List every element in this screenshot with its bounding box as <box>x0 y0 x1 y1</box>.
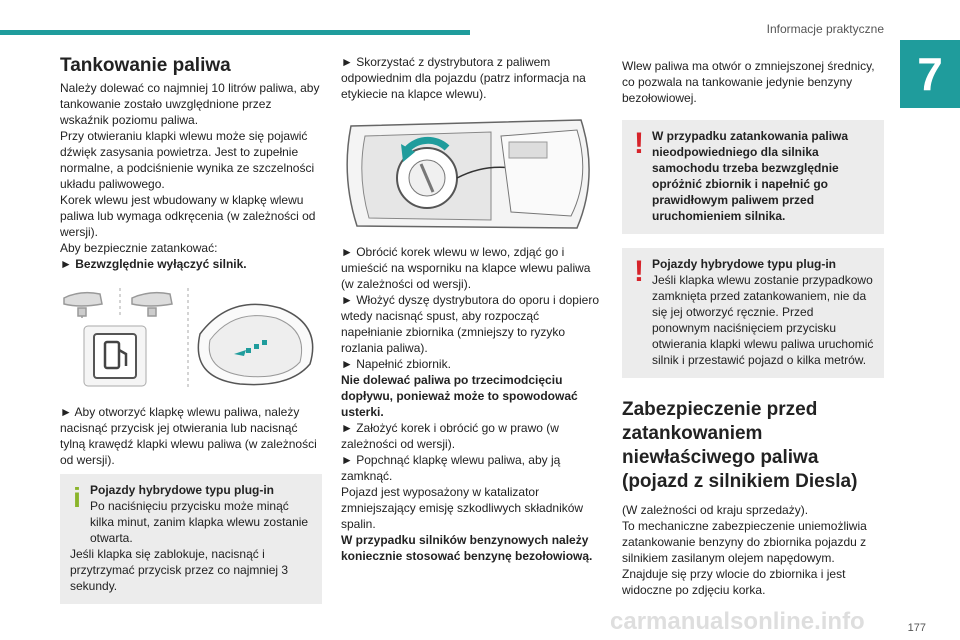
fuel-door-illustration <box>60 284 322 390</box>
column-1 <box>60 54 322 604</box>
warning-icon: ! <box>634 127 644 160</box>
paragraph: (W zależności od kraju sprzedaży). <box>622 503 809 517</box>
paragraph: Znajduje się przy wlocie do zbiornika i jest widoczne po zdjęciu korka. <box>622 567 846 597</box>
step: ► Włożyć dyszę dystrybutora do oporu i dopiero wtedy nacisnąć spust, aby rozpocząć napełnianie zbiornika (zmniejszy to ryzyko rozlania paliwa). <box>341 293 599 355</box>
section-heading-refueling: Tankowanie paliwa <box>60 55 231 76</box>
step: ► Obrócić korek wlewu w lewo, zdjąć go i umieścić na wsporniku na klapce wlewu paliwa (w zależności od wersji). <box>341 245 591 291</box>
note-text: Jeśli klapka się zablokuje, nacisnąć i przytrzymać przycisk przez co najmniej 3 sekundy. <box>70 547 289 593</box>
warning-icon: ! <box>634 255 644 288</box>
column-2 <box>341 54 603 564</box>
warning-text: Jeśli klapka wlewu zostanie przypadkowo zamknięta przed zatankowaniem, nie da się jej otworzyć ręcznie. Przed ponownym naciśnięciem przycisku otwierania klapki wlewu paliwa uruchomić silnik i przestawić pojazd o kilka metrów. <box>652 273 874 367</box>
warning-wrong-fuel <box>622 120 884 234</box>
column-3 <box>622 54 884 598</box>
chapter-tab: 7 <box>900 40 960 108</box>
warning-plug-in-hybrid <box>622 248 884 378</box>
steering-wheel-icon <box>132 293 172 316</box>
warning-text: Nie dolewać paliwa po trzecimodcięciu dopływu, ponieważ może to spowodować usterki. <box>341 373 578 419</box>
note-title: Pojazdy hybrydowe typu plug-in <box>90 483 275 497</box>
paragraph: Wlew paliwa ma otwór o zmniejszonej średnicy, co pozwala na tankowanie jedynie benzyny bezołowiowej. <box>622 59 875 105</box>
step: ► Popchnąć klapkę wlewu paliwa, aby ją zamknąć. <box>341 453 561 483</box>
note-plug-in-hybrid <box>60 474 322 604</box>
warning-title: Pojazdy hybrydowe typu plug-in <box>652 257 837 271</box>
paragraph: Aby bezpiecznie zatankować: <box>60 241 218 255</box>
step: ► Napełnić zbiornik. <box>341 357 451 371</box>
step: ► Założyć korek i obrócić go w prawo (w zależności od wersji). <box>341 421 559 451</box>
note-text: Po naciśnięciu przycisku może minąć kilka minut, zanim klapka wlewu zostanie otwarta. <box>90 499 309 545</box>
section-heading-misfuel-protection: Zabezpieczenie przed zatankowaniem niewłaściwego paliwa (pojazd z silnikiem Diesla) <box>622 399 858 492</box>
paragraph: Korek wlewu jest wbudowany w klapkę wlewu paliwa lub wymaga odkręcenia (w zależności od wersji). <box>60 193 316 239</box>
step-choose-pump: ► Skorzystać z dystrybutora z paliwem odpowiednim dla pojazdu (patrz informacja na etykiecie na klapce wlewu). <box>341 55 586 101</box>
warning-text-unleaded: W przypadku silników benzynowych należy koniecznie stosować benzynę bezołowiową. <box>341 533 593 563</box>
info-icon: i <box>73 482 81 513</box>
figure-fuel-door-button <box>60 284 322 390</box>
watermark: carmanualsonline.info <box>610 608 865 635</box>
paragraph: Należy dolewać co najmniej 10 litrów paliwa, aby tankowanie zostało uwzględnione przez wskaźnik poziomu paliwa. <box>60 81 320 127</box>
paragraph: Przy otwieraniu klapki wlewu może się pojawić dźwięk zasysania powietrza. Jest to zupełnie normalne, a podciśnienie wynika ze szczelności układu paliwowego. <box>60 129 315 191</box>
header-accent-bar <box>0 30 470 35</box>
figure-fuel-cap <box>341 116 603 232</box>
step-open-fuel-door: ► Aby otworzyć klapkę wlewu paliwa, należy nacisnąć przycisk jej otwierania lub nacisnąć tylną krawędź klapki wlewu paliwa (w zależności od wersji). <box>60 405 317 467</box>
header-section-title: Informacje praktyczne <box>766 22 884 36</box>
warning-text: W przypadku zatankowania paliwa nieodpowiedniego dla silnika samochodu trzeba bezwzględnie opróżnić zbiornik i napełnić go prawidłowym paliwem przed uruchomieniem silnika. <box>652 129 849 223</box>
steering-wheel-icon <box>64 293 102 318</box>
fuel-cap-illustration <box>341 116 603 232</box>
paragraph: Pojazd jest wyposażony w katalizator zmniejszający emisję szkodliwych składników spalin. <box>341 485 584 531</box>
step-switch-off-engine: ► Bezwzględnie wyłączyć silnik. <box>60 257 247 271</box>
page-number: 177 <box>907 622 926 634</box>
paragraph: To mechaniczne zabezpieczenie uniemożliwia zatankowanie benzyny do zbiornika pojazdu z silnikiem zasilanym olejem napędowym. <box>622 519 867 565</box>
